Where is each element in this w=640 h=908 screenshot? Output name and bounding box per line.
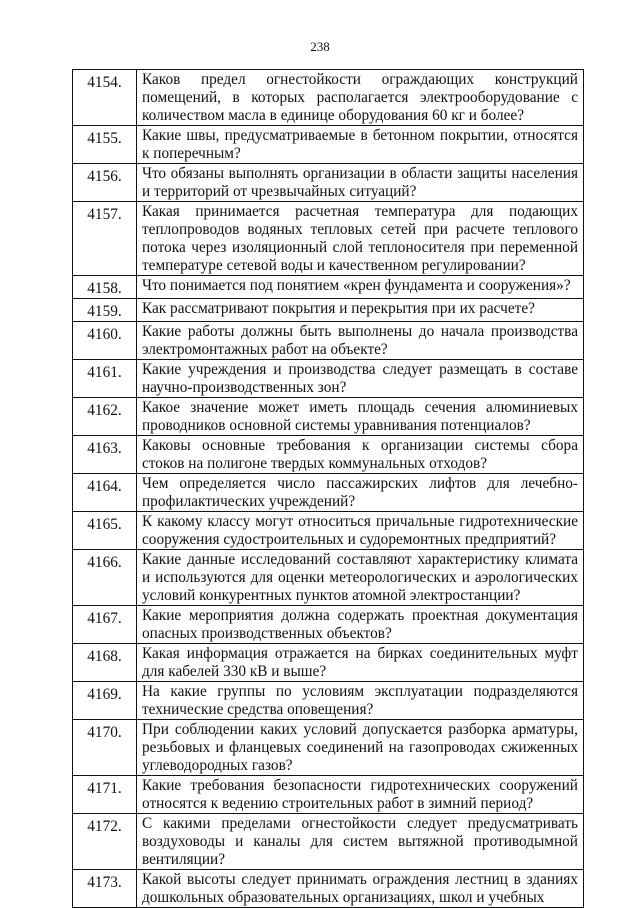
question-number: 4160.	[73, 322, 137, 360]
question-row	[73, 202, 584, 276]
question-text: Какая принимается расчетная температура для подающих теплопроводов водяных тепловых сетей при расчете теплового потока через изоляционный слой теплоносителя при переменной температуре сетевой воды и качественном регулировании?	[137, 202, 584, 276]
question-row	[73, 276, 584, 299]
question-number: 4156.	[73, 164, 137, 202]
question-row	[73, 776, 584, 814]
question-text: Какое значение может иметь площадь сечения алюминиевых проводников основной системы уравнивания потенциалов?	[137, 398, 584, 436]
question-number: 4163.	[73, 436, 137, 474]
question-number: 4168.	[73, 644, 137, 682]
question-number: 4159.	[73, 299, 137, 322]
question-number: 4166.	[73, 550, 137, 606]
question-number: 4161.	[73, 360, 137, 398]
question-number: 4169.	[73, 682, 137, 720]
question-row	[73, 512, 584, 550]
question-number: 4170.	[73, 720, 137, 776]
question-text: Какой высоты следует принимать ограждения лестниц в зданиях дошкольных образовательных организациях, школ и учебных	[137, 870, 584, 908]
question-number: 4172.	[73, 814, 137, 870]
question-number: 4154.	[73, 70, 137, 126]
question-number: 4157.	[73, 202, 137, 276]
question-row	[73, 299, 584, 322]
page-number: 238	[310, 39, 330, 54]
question-row	[73, 360, 584, 398]
question-row	[73, 682, 584, 720]
question-text: Какие мероприятия должна содержать проектная документация опасных производственных объектов?	[137, 606, 584, 644]
question-row	[73, 164, 584, 202]
question-number: 4162.	[73, 398, 137, 436]
question-row	[73, 398, 584, 436]
question-text: Как рассматривают покрытия и перекрытия при их расчете?	[137, 299, 584, 322]
question-number: 4158.	[73, 276, 137, 299]
question-text: При соблюдении каких условий допускается разборка арматуры, резьбовых и фланцевых соединений на газопроводах сжиженных углеводородных газов?	[137, 720, 584, 776]
question-row	[73, 606, 584, 644]
question-text: Каковы основные требования к организации системы сбора стоков на полигоне твердых коммунальных отходов?	[137, 436, 584, 474]
question-text: На какие группы по условиям эксплуатации подразделяются технические средства оповещения?	[137, 682, 584, 720]
question-row	[73, 870, 584, 908]
question-text: Какие требования безопасности гидротехнических сооружений относятся к ведению строительных работ в зимний период?	[137, 776, 584, 814]
question-text: Какие данные исследований составляют характеристику климата и используются для оценки метеорологических и аэрологических условий конкурентных пунктов атомной электростанции?	[137, 550, 584, 606]
question-text: Что обязаны выполнять организации в области защиты населения и территорий от чрезвычайных ситуаций?	[137, 164, 584, 202]
question-text: Какие швы, предусматриваемые в бетонном покрытии, относятся к поперечным?	[137, 126, 584, 164]
question-row	[73, 550, 584, 606]
question-number: 4155.	[73, 126, 137, 164]
question-text: Что понимается под понятием «крен фундамента и сооружения»?	[137, 276, 584, 299]
question-text: Какие учреждения и производства следует размещать в составе научно-производственных зон?	[137, 360, 584, 398]
question-text: С какими пределами огнестойкости следует предусматривать воздуховоды и каналы для систем вытяжной противодымной вентиляции?	[137, 814, 584, 870]
question-row	[73, 436, 584, 474]
question-row	[73, 70, 584, 126]
questions-table-body	[73, 70, 584, 908]
question-row	[73, 814, 584, 870]
question-number: 4171.	[73, 776, 137, 814]
question-text: Какие работы должны быть выполнены до начала производства электромонтажных работ на объекте?	[137, 322, 584, 360]
questions-table	[72, 69, 584, 908]
question-row	[73, 474, 584, 512]
question-row	[73, 644, 584, 682]
question-text: Каков предел огнестойкости ограждающих конструкций помещений, в которых располагается электрооборудование с количеством масла в единице оборудования 60 кг и более?	[137, 70, 584, 126]
question-text: К какому классу могут относиться причальные гидротехнические сооружения судостроительных и судоремонтных предприятий?	[137, 512, 584, 550]
question-row	[73, 126, 584, 164]
question-row	[73, 720, 584, 776]
question-text: Чем определяется число пассажирских лифтов для лечебно-профилактических учреждений?	[137, 474, 584, 512]
question-number: 4173.	[73, 870, 137, 908]
question-text: Какая информация отражается на бирках соединительных муфт для кабелей 330 кВ и выше?	[137, 644, 584, 682]
question-row	[73, 322, 584, 360]
question-number: 4164.	[73, 474, 137, 512]
question-number: 4167.	[73, 606, 137, 644]
question-number: 4165.	[73, 512, 137, 550]
